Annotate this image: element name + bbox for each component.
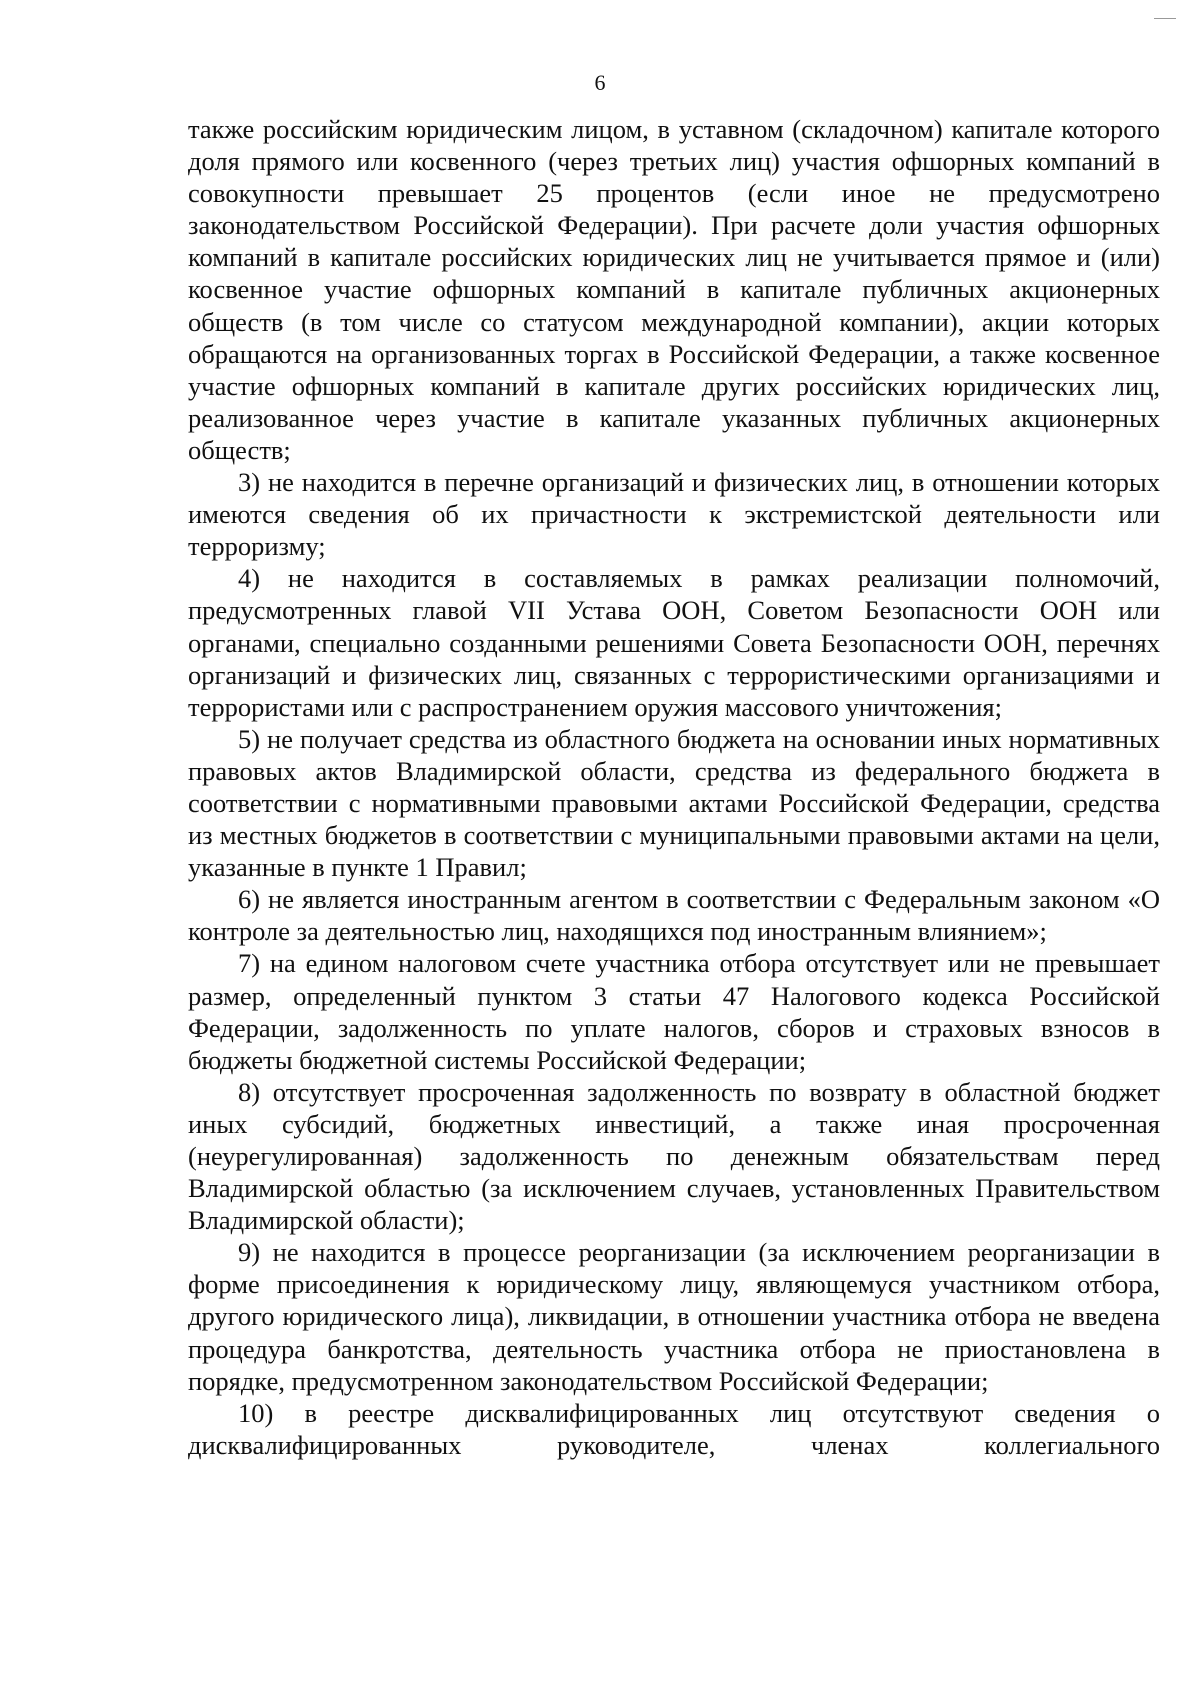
- document-body: [188, 113, 1160, 1461]
- scan-corner-mark: [1154, 18, 1176, 22]
- paragraph-item-10: 10) в реестре дисквалифицированных лиц отсутствуют сведения о дисквалифицированных руководителе, членах коллегиального: [188, 1397, 1160, 1460]
- paragraph-item-9: 9) не находится в процессе реорганизации (за исключением реорганизации в форме присоединения к юридическому лицу, являющемуся участником отбора, другого юридического лица), ликвидации, в отношении участника отбора не введена процедура банкротства, деятельность участника отбора не приостановлена в порядке, предусмотренном законодательством Российской Федерации;: [188, 1237, 1160, 1396]
- paragraph-item-6: 6) не является иностранным агентом в соответствии с Федеральным законом «О контроле за деятельностью лиц, находящихся под иностранным влиянием»;: [188, 884, 1160, 947]
- paragraph-continuation: также российским юридическим лицом, в уставном (складочном) капитале которого доля прямого или косвенного (через третьих лиц) участия офшорных компаний в совокупности превышает 25 процентов (если иное не предусмотрено законодательством Российской Федерации). При расчете доли участия офшорных компаний в капитале российских юридических лиц не учитывается прямое и (или) косвенное участие офшорных компаний в капитале публичных акционерных обществ (в том числе со статусом международной компании), акции которых обращаются на организованных торгах в Российской Федерации, а также косвенное участие офшорных компаний в капитале других российских юридических лиц, реализованное через участие в капитале указанных публичных акционерных обществ;: [188, 114, 1160, 465]
- paragraph-item-3: 3) не находится в перечне организаций и физических лиц, в отношении которых имеются сведения об их причастности к экстремистской деятельности или терроризму;: [188, 467, 1160, 562]
- paragraph-item-5: 5) не получает средства из областного бюджета на основании иных нормативных правовых актов Владимирской области, средства из федерального бюджета в соответствии с нормативными правовыми актами Российской Федерации, средства из местных бюджетов в соответствии с муниципальными правовыми актами на цели, указанные в пункте 1 Правил;: [188, 723, 1160, 883]
- paragraph-item-8: 8) отсутствует просроченная задолженность по возврату в областной бюджет иных субсидий, бюджетных инвестиций, а также иная просроченная (неурегулированная) задолженность по денежным обязательствам перед Владимирской областью (за исключением случаев, установленных Правительством Владимирской области);: [188, 1076, 1160, 1236]
- paragraph-item-7: 7) на едином налоговом счете участника отбора отсутствует или не превышает размер, определенный пунктом 3 статьи 47 Налогового кодекса Российской Федерации, задолженность по уплате налогов, сборов и страховых взносов в бюджеты бюджетной системы Российской Федерации;: [188, 948, 1160, 1075]
- paragraph-item-4: 4) не находится в составляемых в рамках реализации полномочий, предусмотренных главой VII Устава ООН, Советом Безопасности ООН или органами, специально созданными решениями Совета Безопасности ООН, перечнях организаций и физических лиц, связанных с террористическими организациями и террористами или с распространением оружия массового уничтожения;: [188, 563, 1160, 722]
- page-number: 6: [594, 70, 606, 95]
